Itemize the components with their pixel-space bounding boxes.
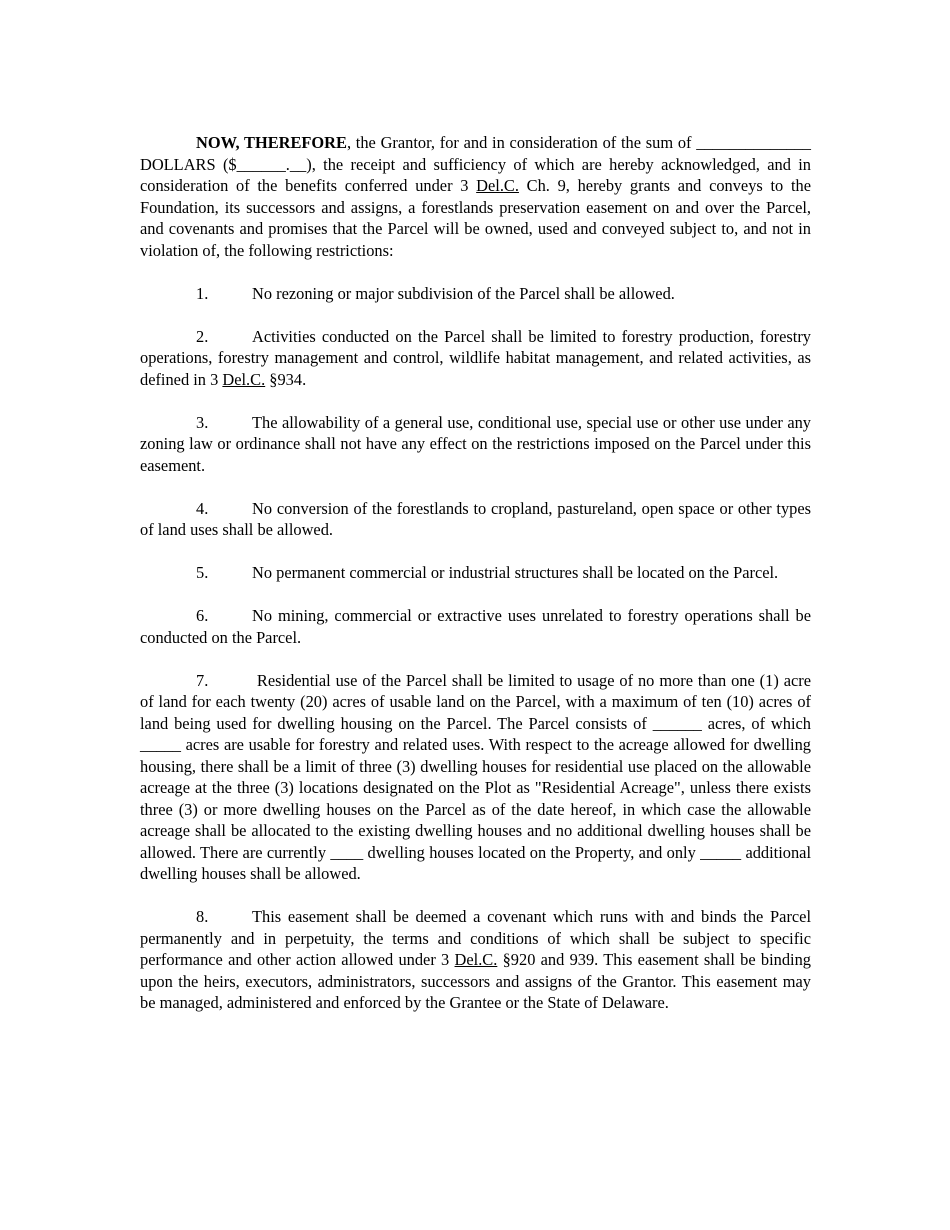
restriction-text: No rezoning or major subdivision of the Parcel shall be allowed.	[252, 283, 675, 303]
intro-text-1: , the Grantor, for and in consideration of the sum of ______________ DOLLARS ($______.__), the receipt and sufficiency of which are hereby acknowledged, and in consideration of the benefits conferred under 3	[140, 133, 811, 195]
restriction-1	[140, 283, 811, 305]
restriction-text-2: §934.	[265, 369, 307, 389]
restriction-code-ref: Del.C.	[454, 950, 498, 969]
restriction-text: The allowability of a general use, conditional use, special use or other use under any zoning law or ordinance shall not have any effect on the restrictions imposed on the Parcel under this easement.	[140, 412, 811, 475]
restriction-text-2: §920 and 939. This easement shall be binding upon the heirs, executors, administrators, successors and assigns of the Grantor. This easement may be managed, administered and enforced by the Grantee or the State of Delaware.	[140, 950, 811, 1012]
restriction-number: 7.	[196, 670, 209, 690]
restriction-number: 6.	[196, 606, 209, 625]
restriction-text-1: This easement shall be deemed a covenant which runs with and binds the Parcel permanently and in perpetuity, the terms and conditions of which shall be subject to specific performance and other action allowed under 3	[140, 907, 811, 969]
restriction-4	[140, 498, 811, 541]
restriction-text: No conversion of the forestlands to cropland, pastureland, open space or other types of land uses shall be allowed.	[140, 498, 811, 539]
restriction-text: No mining, commercial or extractive uses unrelated to forestry operations shall be conducted on the Parcel.	[140, 606, 811, 647]
restriction-7	[140, 670, 811, 885]
restriction-number: 2.	[196, 326, 209, 346]
restriction-5	[140, 562, 811, 584]
restriction-2	[140, 326, 811, 391]
restriction-number: 8.	[196, 907, 209, 926]
intro-lead: NOW, THEREFORE	[196, 133, 347, 152]
restriction-text-1: Activities conducted on the Parcel shall be limited to forestry production, forestry operations, forestry management and control, wildlife habitat management, and related activities, as defined in 3	[140, 326, 811, 389]
document-page	[140, 132, 811, 1014]
restriction-8	[140, 906, 811, 1014]
restriction-3	[140, 412, 811, 477]
restriction-number: 4.	[196, 498, 209, 518]
restriction-6	[140, 605, 811, 648]
intro-code-ref: Del.C.	[476, 176, 519, 195]
intro-text-2: Ch. 9, hereby grants and conveys to the Foundation, its successors and assigns, a forestlands preservation easement on and over the Parcel, and covenants and promises that the Parcel will be owned, used and conveyed subject to, and not in violation of, the following restrictions:	[140, 176, 811, 260]
restriction-code-ref: Del.C.	[222, 369, 266, 389]
restriction-text: No permanent commercial or industrial structures shall be located on the Parcel.	[252, 563, 779, 582]
restriction-number: 1.	[196, 283, 209, 303]
restriction-number: 3.	[196, 412, 209, 432]
restriction-text: Residential use of the Parcel shall be limited to usage of no more than one (1) acre of land for each twenty (20) acres of usable land on the Parcel, with a maximum of ten (10) acres of land being used for dwelling housing on the Parcel. The Parcel consists of ______ acres, of which _____ acres are usable for forestry and related uses. With respect to the acreage allowed for dwelling housing, there shall be a limit of three (3) dwelling houses for residential use placed on the allowable acreage at the three (3) locations designated on the Plot as "Residential Acreage", unless there exists three (3) or more dwelling houses on the Parcel as of the date hereof, in which case the allowable acreage shall be allocated to the existing dwelling houses and no additional dwelling houses shall be allowed. There are currently ____ dwelling houses located on the Property, and only _____ additional dwelling houses shall be allowed.	[140, 670, 811, 883]
intro-paragraph	[140, 132, 811, 261]
restriction-number: 5.	[196, 563, 209, 582]
